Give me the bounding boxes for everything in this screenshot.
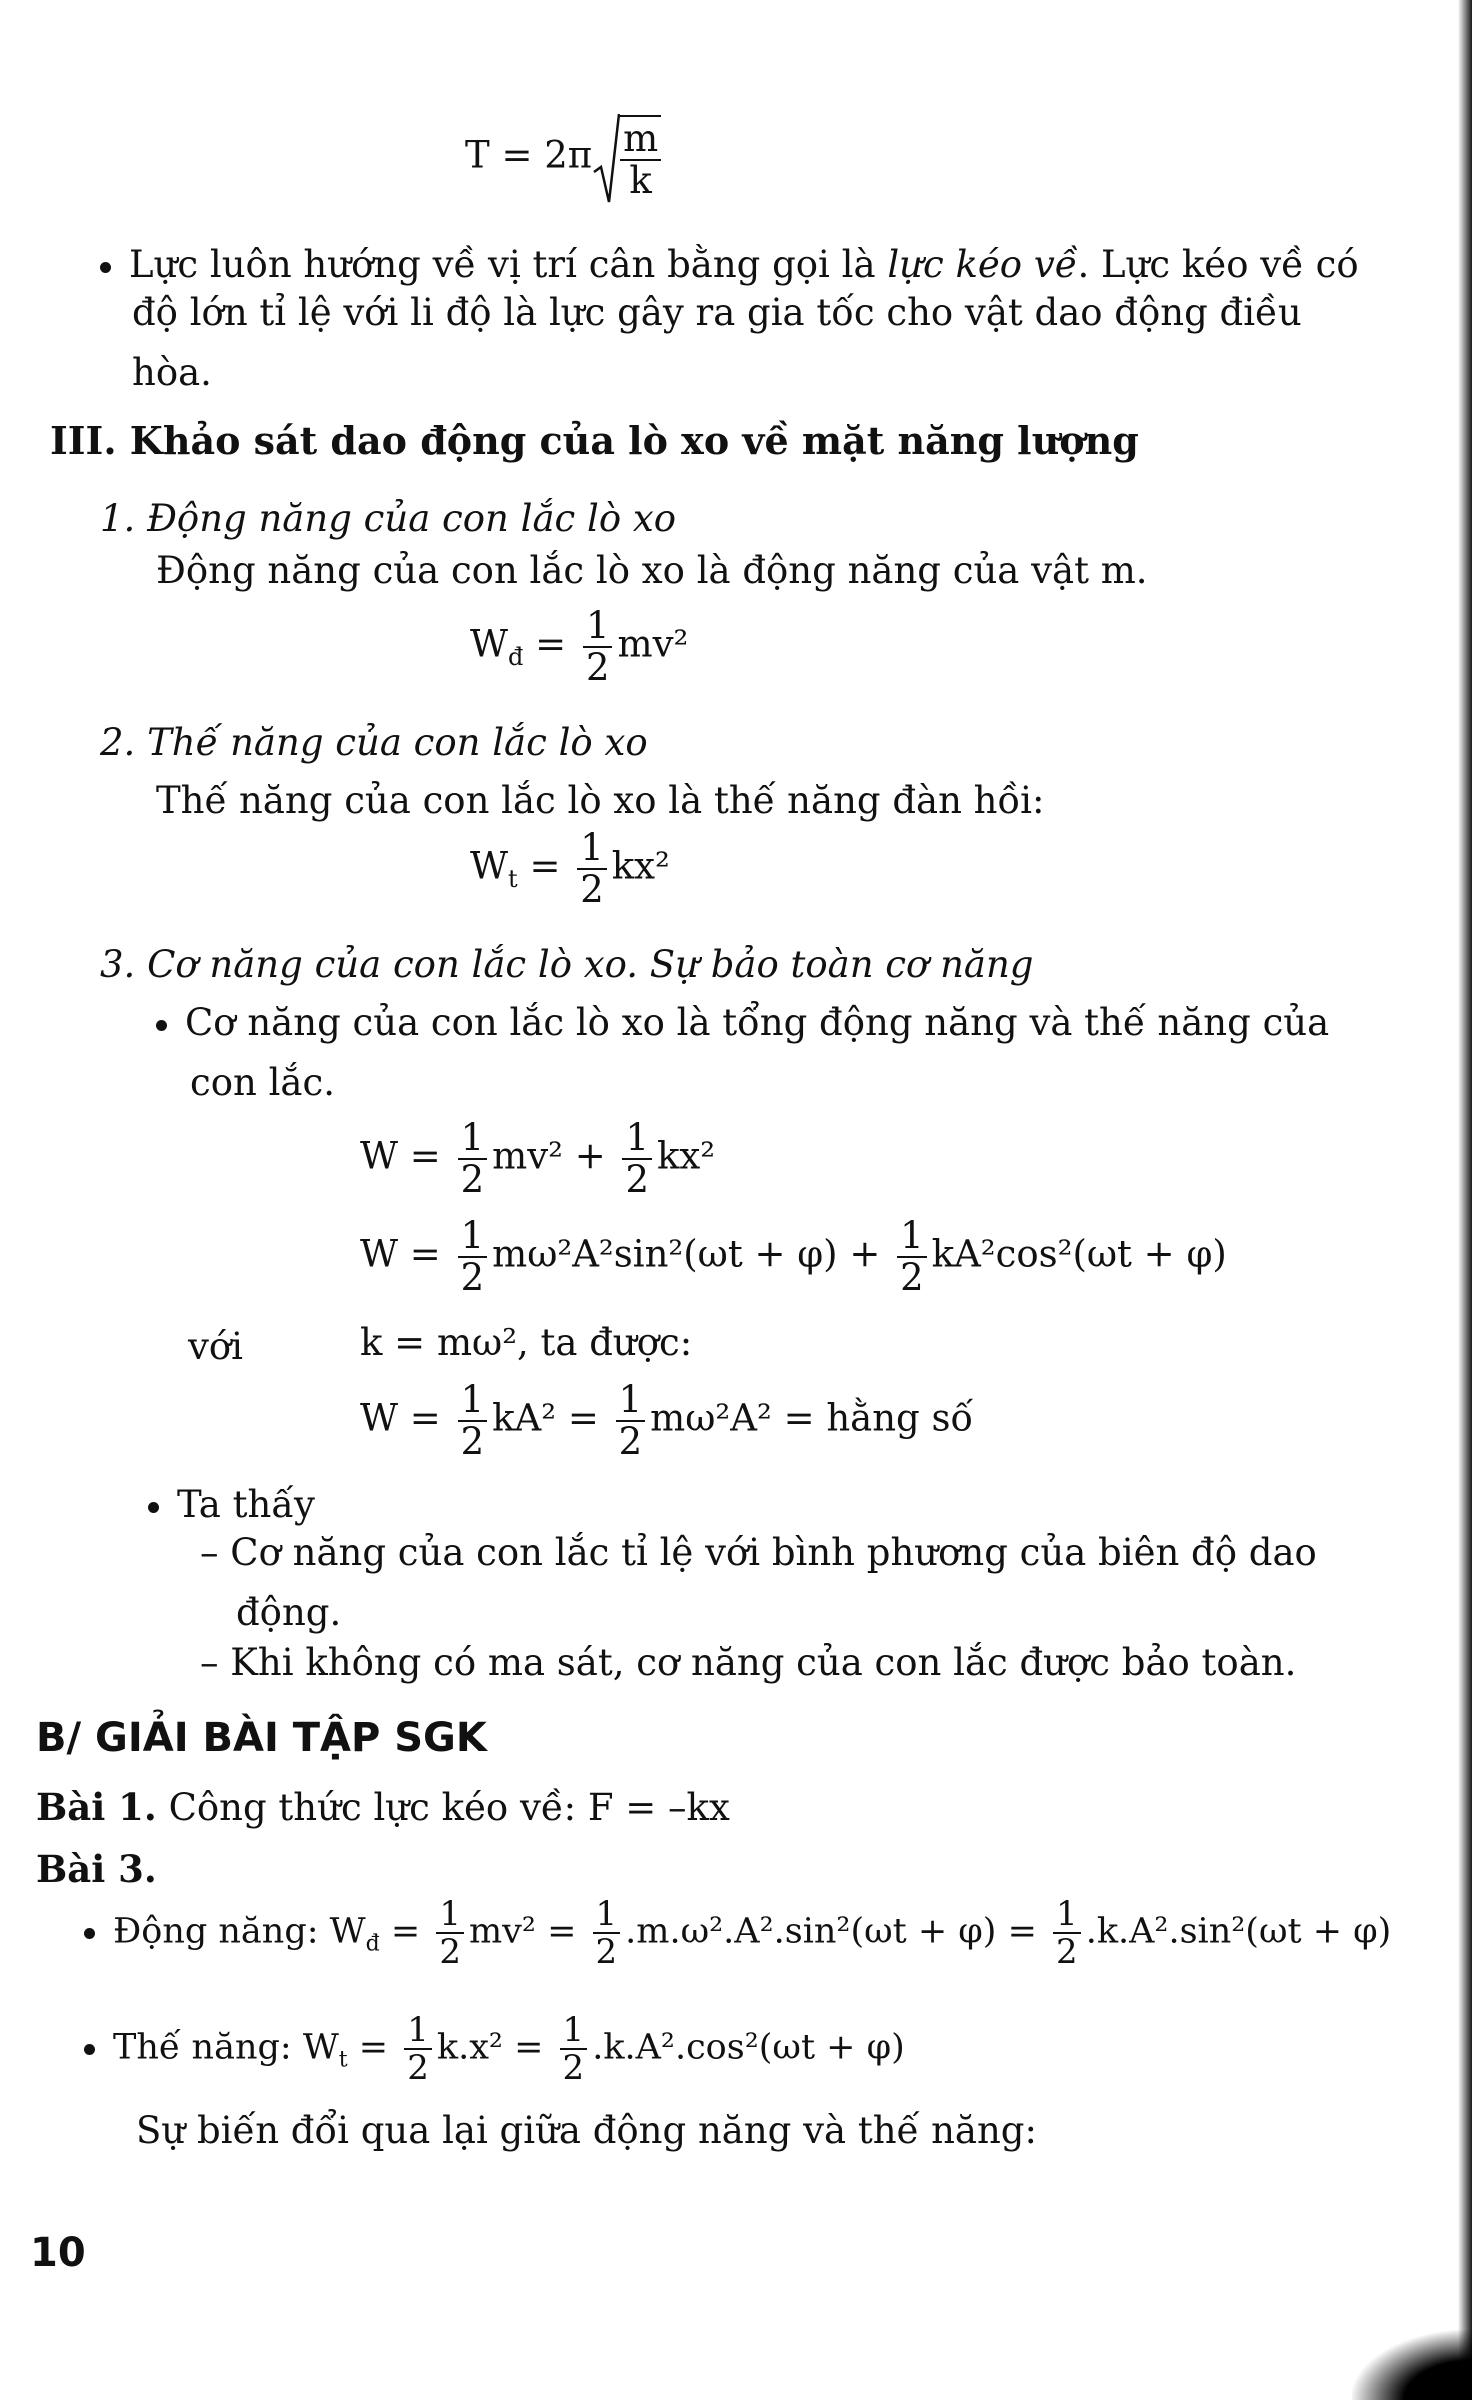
period-fraction: $\frac{m}{k}$ <box>620 115 661 201</box>
page-edge-shadow <box>1458 0 1472 2400</box>
mech-bullet-line-2: con lắc. <box>190 1061 335 1104</box>
corner-shadow <box>1352 2330 1472 2400</box>
fraction-one-half: $\frac{1}{2}$ <box>577 828 607 910</box>
subsection-1-text: Động năng của con lắc lò xo là động năng của vật m. <box>156 549 1148 592</box>
restoring-line-1: Lực luôn hướng về vị trí cân bằng gọi là lực kéo về. Lực kéo về có <box>100 240 1359 290</box>
section-3-title: III. Khảo sát dao động của lò xo về mặt năng lượng <box>50 418 1139 463</box>
condition-text: k = mω², ta được: <box>360 1321 693 1364</box>
energy-eq-1: W = $\frac{1}{2}$ mv² + $\frac{1}{2}$ kx² <box>360 1116 716 1201</box>
bullet-icon <box>100 262 111 273</box>
with-label: với <box>188 1325 244 1368</box>
fraction-one-half: $\frac{1}{2}$ <box>593 1896 621 1970</box>
subsection-2-title: 2. Thế năng của con lắc lò xo <box>100 721 648 764</box>
period-formula <box>465 112 666 204</box>
restoring-line-2: độ lớn tỉ lệ với li độ là lực gây ra gia tốc cho vật dao động điều <box>132 291 1302 334</box>
fraction-one-half: $\frac{1}{2}$ <box>458 1118 488 1200</box>
fraction-one-half: $\frac{1}{2}$ <box>583 606 613 688</box>
part-b-title: B/ GIẢI BÀI TẬP SGK <box>36 1715 487 1761</box>
energy-eq-3: W = $\frac{1}{2}$ kA² = $\frac{1}{2}$ mω²A² = hằng số <box>360 1378 974 1463</box>
exercise-3-label: Bài 3. <box>36 1847 157 1891</box>
sqrt-sign-icon <box>592 112 620 204</box>
transformation-text: Sự biến đổi qua lại giữa động năng và thế năng: <box>136 2109 1037 2152</box>
we-see-line: Ta thấy <box>148 1480 315 1530</box>
mech-bullet-line-1: Cơ năng của con lắc lò xo là tổng động năng và thế năng của <box>156 998 1329 1048</box>
subsection-2-text: Thế năng của con lắc lò xo là thế năng đàn hồi: <box>156 779 1045 822</box>
fraction-one-half: $\frac{1}{2}$ <box>458 1216 488 1298</box>
page-number: 10 <box>30 2230 86 2276</box>
period-lhs: T = 2π <box>465 133 593 177</box>
bullet-icon <box>148 1502 159 1513</box>
energy-eq-2: W = $\frac{1}{2}$ mω²A²sin²(ωt + φ) + $\frac{1}{2}$ kA²cos²(ωt + φ) <box>360 1214 1227 1299</box>
kinetic-formula: $W_đ$ = $\frac{1}{2}$ mv² <box>470 604 689 689</box>
subsection-3-title: 3. Cơ năng của con lắc lò xo. Sự bảo toàn cơ năng <box>100 943 1034 986</box>
potential-energy-line: Thế năng: $W_t$ = $\frac{1}{2}$ k.x² = $\frac{1}{2}$ .k.A².cos²(ωt + φ) <box>84 2012 905 2086</box>
fraction-one-half: $\frac{1}{2}$ <box>560 2012 588 2086</box>
exercise-1: Bài 1. Công thức lực kéo về: F = –kx <box>36 1785 730 1829</box>
dash-line-2: – Khi không có ma sát, cơ năng của con lắc được bảo toàn. <box>200 1641 1297 1684</box>
fraction-one-half: $\frac{1}{2}$ <box>404 2012 432 2086</box>
fraction-one-half: $\frac{1}{2}$ <box>622 1118 652 1200</box>
subsection-1-title: 1. Động năng của con lắc lò xo <box>100 497 676 540</box>
fraction-one-half: $\frac{1}{2}$ <box>897 1216 927 1298</box>
potential-formula: $W_t$ = $\frac{1}{2}$ kx² <box>470 826 670 911</box>
fraction-one-half: $\frac{1}{2}$ <box>616 1380 646 1462</box>
fraction-one-half: $\frac{1}{2}$ <box>1053 1896 1081 1970</box>
restoring-line-3: hòa. <box>132 351 212 394</box>
kinetic-energy-line: Động năng: $W_đ$ = $\frac{1}{2}$ mv² = $\frac{1}{2}$ .m.ω².A².sin²(ωt + φ) = $\frac{1}{2}$ .k.A².sin²(ωt + φ) <box>84 1896 1391 1970</box>
bullet-icon <box>84 2044 95 2055</box>
dash-line-1b: động. <box>236 1591 342 1634</box>
dash-line-1: – Cơ năng của con lắc tỉ lệ với bình phương của biên độ dao <box>200 1531 1317 1574</box>
fraction-one-half: $\frac{1}{2}$ <box>458 1380 488 1462</box>
bullet-icon <box>84 1928 95 1939</box>
fraction-one-half: $\frac{1}{2}$ <box>436 1896 464 1970</box>
bullet-icon <box>156 1020 167 1031</box>
